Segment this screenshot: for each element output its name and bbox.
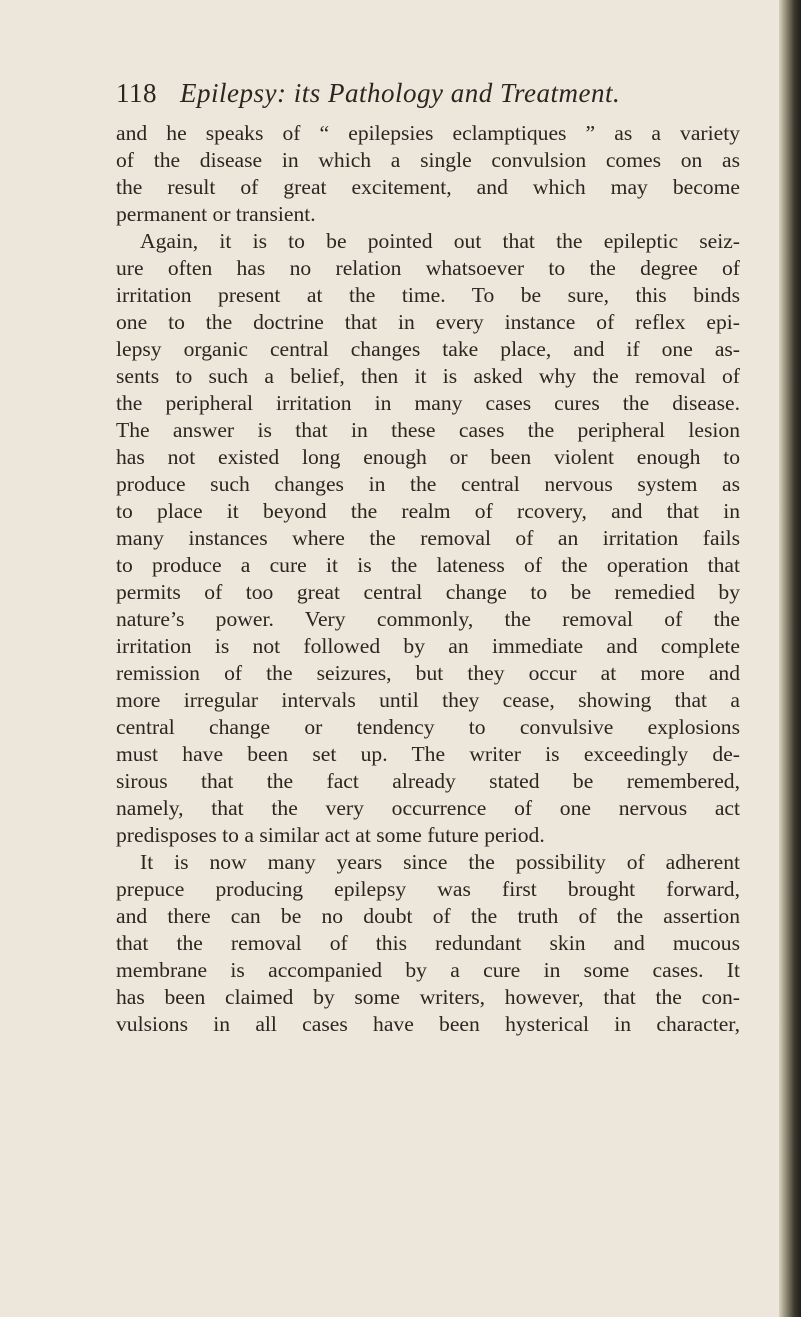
text-line: to place it beyond the realm of rcovery, and that in [116,499,740,523]
text-line: permits of too great central change to be remedied by [116,580,740,604]
text-line: and there can be no doubt of the truth of the assertion [116,904,740,928]
page-number: 118 [116,78,157,108]
text-line: irritation present at the time. To be sure, this binds [116,283,740,307]
running-head [116,78,716,114]
text-line: central change or tendency to convulsive explosions [116,715,740,739]
text-line: namely, that the very occurrence of one nervous act [116,796,740,820]
text-line: produce such changes in the central nervous system as [116,472,740,496]
text-line: many instances where the removal of an irritation fails [116,526,740,550]
text-line: to produce a cure it is the lateness of the operation that [116,553,740,577]
text-line: Again, it is to be pointed out that the epileptic seiz- [140,229,740,253]
text-line: and he speaks of “ epilepsies eclamptiques ” as a variety [116,121,740,145]
text-line: lepsy organic central changes take place, and if one as- [116,337,740,361]
text-line: has been claimed by some writers, however, that the con- [116,985,740,1009]
text-line: The answer is that in these cases the peripheral lesion [116,418,740,442]
text-line: predisposes to a similar act at some future period. [116,823,545,847]
text-line: membrane is accompanied by a cure in some cases. It [116,958,740,982]
text-line: vulsions in all cases have been hysterical in character, [116,1012,740,1036]
body-text [116,120,740,1038]
text-line: permanent or transient. [116,202,316,226]
text-line: sents to such a belief, then it is asked why the removal of [116,364,740,388]
text-line: more irregular intervals until they cease, showing that a [116,688,740,712]
running-title: Epilepsy: its Pathology and Treatment. [180,78,621,108]
text-line: sirous that the fact already stated be remembered, [116,769,740,793]
text-line: of the disease in which a single convulsion comes on as [116,148,740,172]
text-line: the peripheral irritation in many cases cures the disease. [116,391,740,415]
text-line: that the removal of this redundant skin and mucous [116,931,740,955]
text-line: must have been set up. The writer is exceedingly de- [116,742,740,766]
text-line: irritation is not followed by an immediate and complete [116,634,740,658]
text-line: the result of great excitement, and which may become [116,175,740,199]
text-line: It is now many years since the possibility of adherent [140,850,740,874]
text-line: one to the doctrine that in every instance of reflex epi- [116,310,740,334]
text-line: has not existed long enough or been violent enough to [116,445,740,469]
text-line: ure often has no relation whatsoever to the degree of [116,256,740,280]
text-line: nature’s power. Very commonly, the removal of the [116,607,740,631]
text-line: remission of the seizures, but they occur at more and [116,661,740,685]
page-gutter-edge [779,0,801,1317]
text-line: prepuce producing epilepsy was first brought forward, [116,877,740,901]
